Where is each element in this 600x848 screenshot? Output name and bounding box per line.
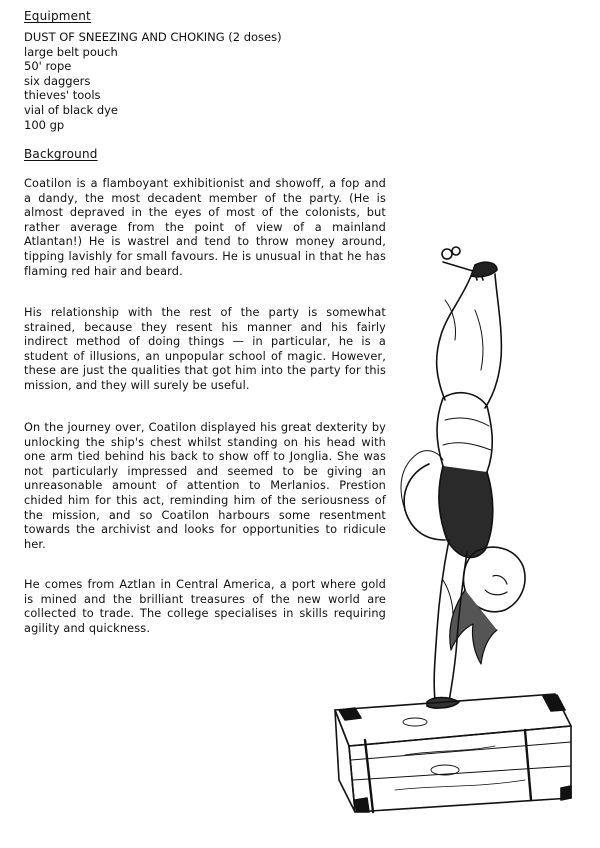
background-paragraph: On the journey over, Coatilon displayed his great dexterity by unlocking the ship's chest whilst standing on his head with one arm tied behind his back to show off to Jonglia. She was not particularly impressed and seemed to be giving an unreasonable amount of attention to Merlanios. Prestion chided him for this act, reminding him of the seriousness of the mission, and so Coatilon harbours some resentment towards the archivist and looks for opportunities to ridicule her.: [24, 421, 386, 551]
background-paragraph: His relationship with the rest of the party is somewhat strained, because they resent his manner and his fairly indirect method of doing things — in particular, he is a student of illusions, an unpopular school of magic. However, these are just the qualities that got him into the party for this mission, and they will surely be useful.: [24, 306, 386, 392]
wooden-chest: [335, 694, 571, 812]
equipment-item: 50' rope: [24, 59, 72, 74]
background-paragraph: Coatilon is a flamboyant exhibitionist and showoff, a fop and a dandy, the most decadent member of the party. (He is almost depraved in the eyes of most of the colonists, but rather average from the point of view of a mainland Atlantan!) He is wastrel and tend to throw money around, tipping lavishly for small favours. He is unusual in that he has flaming red hair and beard.: [24, 177, 386, 278]
equipment-item: 100 gp: [24, 117, 65, 132]
equipment-item: thieves' tools: [24, 88, 101, 103]
equipment-list: [24, 30, 282, 132]
acrobat-on-chest-illustration: [325, 240, 587, 815]
equipment-item: DUST OF SNEEZING AND CHOKING (2 doses): [24, 30, 282, 44]
background-paragraph: He comes from Aztlan in Central America, a port where gold is mined and the brilliant treasures of the new world are collected to trade. The college specialises in skills requiring agility and quickness.: [24, 578, 386, 635]
equipment-item: vial of black dye: [24, 102, 118, 117]
equipment-item: large belt pouch: [24, 44, 118, 59]
equipment-heading: Equipment: [24, 9, 91, 23]
background-heading: Background: [24, 147, 98, 161]
equipment-item: six daggers: [24, 73, 91, 88]
